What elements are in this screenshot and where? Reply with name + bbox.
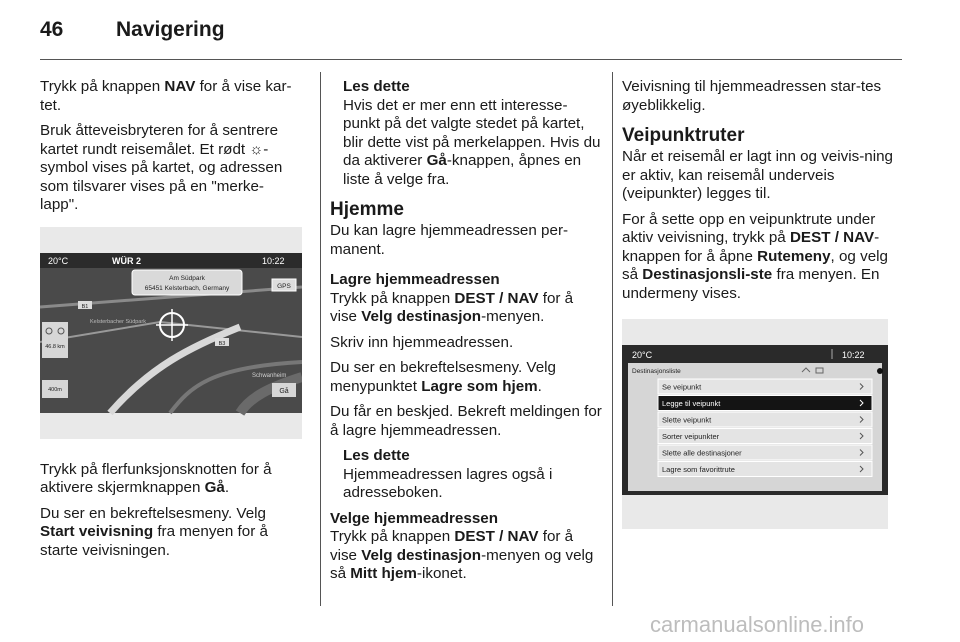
screen-title: Destinasjonsliste <box>632 368 681 375</box>
map-go-button: Gå <box>279 387 289 395</box>
note-box-2 <box>330 447 602 503</box>
note2-title: Les dette <box>343 447 410 464</box>
column-divider-2 <box>612 72 613 606</box>
paragraph-select-home: Trykk på knappen DEST / NAV for å vise Velg destinasjon-menyen og velg så Mitt hjem-ikonet. <box>330 528 594 582</box>
screen-time: 10:22 <box>842 350 865 360</box>
note-text: Hvis det er mer enn ett interesse-punkt på det valgte stedet på kartet, blir dette vist på merkelappen. Hvis du da aktiverer Gå-knappen, åpnes en liste å velge fra. <box>343 96 601 188</box>
map-time: 10:22 <box>262 255 285 266</box>
column-2 <box>330 78 602 591</box>
paragraph-setup-waypoint: For å sette opp en veipunktrute under aktiv veivisning, trykk på DEST / NAV-knappen for å åpne Rutemeny, og velg så Destinasjonsli-ste fra menyen. En undermeny vises. <box>622 210 888 302</box>
column-divider-1 <box>320 72 321 606</box>
menu-item-label: Slette alle destinasjoner <box>662 448 742 458</box>
map-route-b3: B3 <box>218 340 226 347</box>
menu-item-label: Legge til veipunkt <box>662 399 721 408</box>
paragraph-start-guidance: Veivisning til hjemmeadressen star-tes øyeblikkelig. <box>622 78 882 114</box>
paragraph-nav: Trykk på knappen NAV for å vise kar-tet. <box>40 78 292 114</box>
map-screenshot <box>40 227 302 439</box>
heading-waypoints: Veipunktruter <box>622 125 745 146</box>
paragraph-message: Du får en beskjed. Bekreft meldingen for å lagre hjemmeadressen. <box>330 403 602 439</box>
note-title: Les dette <box>343 78 410 95</box>
menu-item-label: Sorter veipunkter <box>662 432 720 441</box>
paragraph-confirm-save: Du ser en bekreftelsesmeny. Velg menypunktet Lagre som hjem. <box>330 359 556 395</box>
paragraph-enter-address: Skriv inn hjemmeadressen. <box>330 333 514 351</box>
paragraph-home: Du kan lagre hjemmeadressen per-manent. <box>330 222 569 258</box>
map-address-line1: Am Südpark <box>169 274 205 282</box>
info-icon <box>877 368 883 374</box>
paragraph-center-map: Bruk åtteveisbryteren for å sentrere kartet rundt reisemålet. Et rødt ☼-symbol vises på kartet, og adressen som tilsvarer vises på en "merke-lapp". <box>40 122 283 213</box>
map-water-label: Schwanheim <box>252 372 287 379</box>
map-gps: GPS <box>277 282 291 290</box>
paragraph-confirm: Du ser en bekreftelsesmeny. Velg Start veivisning fra menyen for å starte veivisningen. <box>40 504 268 559</box>
watermark: carmanualsonline.info <box>650 612 865 637</box>
nav-button-label: NAV <box>164 78 196 95</box>
heading-save-home: Lagre hjemmeadressen <box>330 271 500 288</box>
heading-select-home: Velge hjemmeadressen <box>330 509 498 527</box>
map-road-label: Kelsterbacher Südpark <box>90 318 146 325</box>
column-1 <box>40 78 302 567</box>
map-route-b1: B1 <box>81 303 89 310</box>
page-title: Navigering <box>116 18 225 41</box>
paragraph-save-home: Trykk på knappen DEST / NAV for å vise Velg destinasjon-menyen. <box>330 289 574 325</box>
menu-item-label: Se veipunkt <box>662 382 702 392</box>
menu-item-label: Slette veipunkt <box>662 415 712 425</box>
heading-home: Hjemme <box>330 199 404 220</box>
destination-list-screenshot <box>622 319 888 529</box>
map-temp: 20°C <box>48 255 69 266</box>
map-scale: 400m <box>48 386 62 393</box>
map-address-line2: 65451 Kelsterbach, Germany <box>144 284 230 292</box>
page-number: 46 <box>40 18 64 41</box>
note2-text: Hjemmeadressen lagres også i adresseboken. <box>343 465 553 501</box>
menu-item-label: Lagre som favorittrute <box>662 465 735 474</box>
screen-temp: 20°C <box>632 350 653 360</box>
column-3 <box>622 78 904 529</box>
map-distance: 46.8 km <box>45 343 65 350</box>
map-road: WÜR 2 <box>112 255 141 266</box>
note-box <box>330 78 602 189</box>
paragraph-press-knob: Trykk på flerfunksjonsknotten for å aktivere skjermknappen Gå. <box>40 460 272 496</box>
paragraph-waypoints: Når et reisemål er lagt inn og veivis-ning er aktiv, kan reisemål underveis (veipunkter) legges til. <box>622 148 893 202</box>
header-rule <box>40 59 902 60</box>
